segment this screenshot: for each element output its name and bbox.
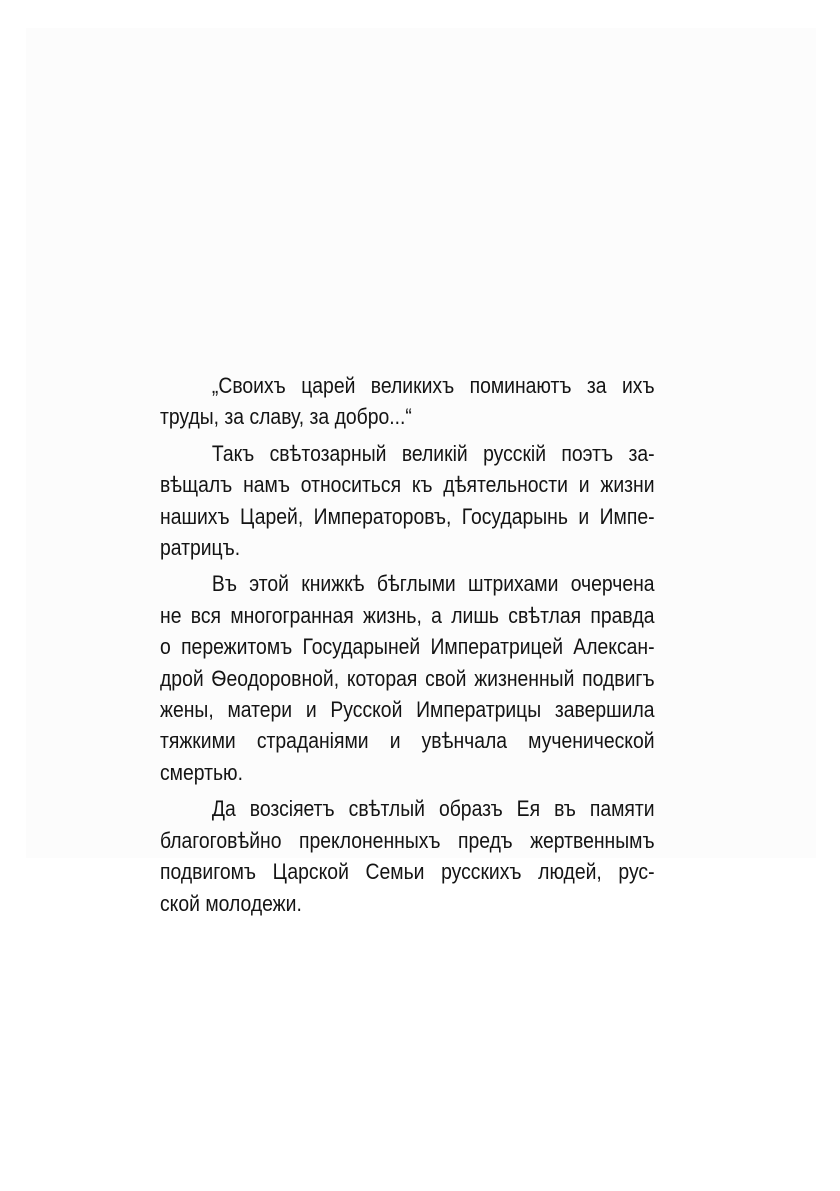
paragraph-testament [160, 438, 655, 564]
text-line: Такъ свѣтозарный великій русскій поэтъ за- [211, 440, 655, 466]
text-line: дрой Ѳеодоровной, которая свой жизненный подвигъ [160, 665, 655, 691]
paragraph-book-description [160, 568, 655, 788]
text-line: смертью. [160, 759, 243, 785]
text-line: ской молодежи. [160, 890, 302, 916]
text-line: тяжкими страданіями и увѣнчала мученической [160, 728, 655, 754]
text-line: о пережитомъ Государыней Императрицей Алексан- [160, 634, 655, 660]
text-line: не вся многогранная жизнь, а лишь свѣтлая правда [160, 602, 655, 628]
text-line: Въ этой книжкѣ бѣглыми штрихами очерчена [211, 571, 655, 597]
text-line: подвигомъ Царской Семьи русскихъ людей, рус- [160, 859, 655, 885]
text-line: нашихъ Царей, Императоровъ, Государынь и Импе- [160, 503, 655, 529]
text-line: ратрицъ. [160, 535, 241, 561]
text-line: благоговѣйно преклоненныхъ предъ жертвеннымъ [160, 827, 655, 853]
text-line: Да возсіяетъ свѣтлый образъ Ея въ памяти [211, 796, 655, 822]
paragraph-dedication [160, 793, 655, 919]
text-line: вѣщалъ намъ относиться къ дѣятельности и жизни [160, 472, 655, 498]
paragraph-epigraph [160, 370, 655, 433]
text-line: труды, за славу, за добро...“ [160, 404, 412, 430]
page-text [160, 370, 655, 919]
text-line: жены, матери и Русской Императрицы завершила [160, 697, 655, 723]
text-line: „Своихъ царей великихъ поминаютъ за ихъ [211, 373, 655, 398]
